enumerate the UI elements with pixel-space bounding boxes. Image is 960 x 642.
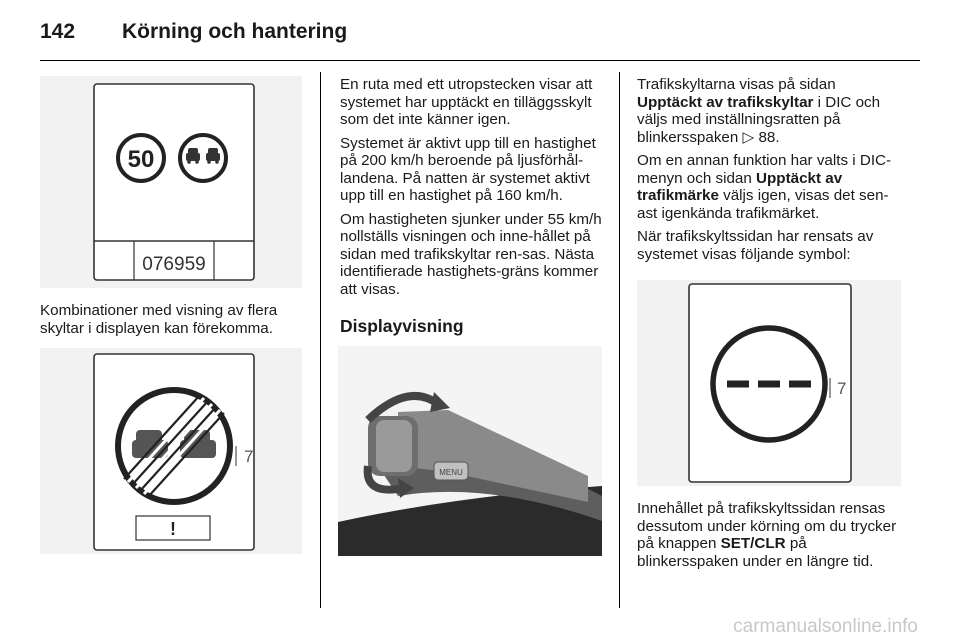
figure-sign-combination [40, 76, 302, 288]
section-heading: Displayvisning [340, 316, 464, 336]
header-divider [40, 60, 920, 61]
menu-button-label: MENU [439, 468, 463, 477]
page-number: 142 [40, 20, 76, 43]
unknown-sign-symbol: ! [170, 519, 176, 539]
no-overtaking-sign-icon [180, 135, 226, 181]
column-2-text [340, 76, 603, 304]
column-3-text [637, 76, 903, 269]
end-of-restriction-sign-icon [118, 390, 230, 502]
caption-combinations: Kombinationer med visning av flera skyltar i displayen kan förekomma. [40, 302, 278, 337]
paragraph-active-speed: Systemet är aktivt upp till en hastighet på 200 km/h beroende på ljusförhål-landena. På natten är systemet aktivt upp till en hastighet på 160 km/h. [340, 134, 596, 204]
figure-end-restriction [40, 348, 302, 554]
figure-cleared-symbol [637, 280, 901, 486]
page-header [40, 14, 920, 54]
figure-turn-signal-stalk [338, 346, 602, 556]
reference-arrow-icon: ▷ [742, 128, 759, 146]
flag-seven-icon: 7 [244, 447, 254, 466]
paragraph-reset: Om hastigheten sjunker under 55 km/h nollställs visningen och inne-hållet på sidan med trafikskyltar ren-sas. Nästa identifierade hastighets-gräns kommer att visas. [340, 210, 602, 298]
speed-limit-sign-icon [118, 135, 164, 181]
column-divider-1 [320, 72, 321, 608]
column-1-text [40, 302, 302, 343]
flag-seven-icon-2: 7 [837, 379, 847, 398]
paragraph-other-function: Om en annan funktion har valts i DIC-menyn och sidan Upptäckt av trafikmärke väljs igen, visas det sen-ast igenkända trafikmärket. [637, 152, 892, 222]
paragraph-cleared-symbol: När trafikskyltssidan har rensats av systemet visas följande symbol: [637, 228, 874, 263]
odometer-counter: 076959 [142, 254, 206, 275]
watermark: carmanualsonline.info [733, 616, 918, 637]
speed-limit-value: 50 [127, 146, 155, 173]
no-sign-symbol-icon [713, 328, 825, 440]
page-title: Körning och hantering [122, 20, 348, 43]
paragraph-exclamation: En ruta med ett utropstecken visar att systemet har upptäckt en tilläggsskylt som det inte känner igen. [340, 76, 593, 128]
paragraph-traffic-sign-page: Trafikskyltarna visas på sidan Upptäckt av trafikskyltar i DIC och väljs med inställningsratten på blinkersspaken ▷ 88. [637, 76, 881, 146]
column-3-bottom-text [637, 500, 903, 576]
column-divider-2 [619, 72, 620, 608]
paragraph-set-clr: Innehållet på trafikskyltssidan rensas dessutom under körning om du trycker på knappen SET/CLR på blinkersspaken under en längre tid. [637, 500, 897, 570]
